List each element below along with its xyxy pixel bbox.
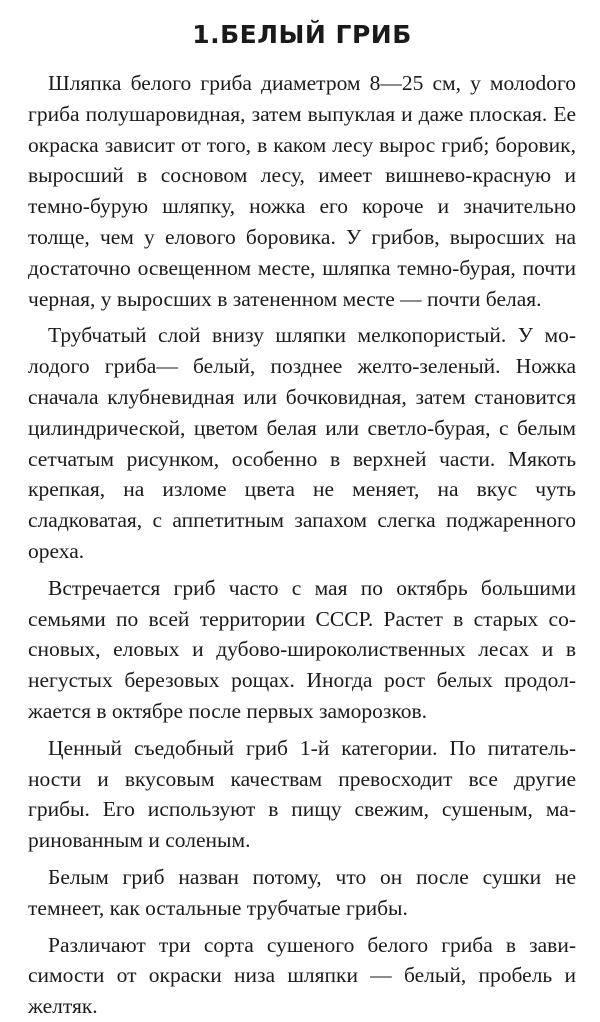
page-title: 1.БЕЛЫЙ ГРИБ — [192, 20, 412, 49]
paragraph-cap-description: Шляпка белого гриба диаметром 8—25 см, у молоdого гриба полушаровидная, затем выпуклая и даже плоская. Ее окраска зависит от того, в каком лесу вырос гриб; боровик, выросший в сосновом лесу, имеет вишнево-красную и темно-бурую шляпку, ножка его короче и значительно толще, чем у елового боровика. У грибов, выросших на достаточно освещенном месте, шляпка темно-бурая, почти черная, у выросших в затененном месте — почти белая. — [28, 71, 576, 311]
paragraph-name-origin: Белым гриб назван потому, что он после сушки не темнеет, как остальные трубчатые грибы. — [28, 864, 576, 920]
paragraph-dried-grades: Различают три сорта сушеного белого гриба в зависимости от окраски низа шляпки — белый, пробель и желтяк. — [28, 932, 576, 1019]
paragraph-edibility: Ценный съедобный гриб 1-й категории. По питательности и вкусовым качествам превосходит все другие грибы. Его используют в пищу свежим, сушеным, маринованным и соленым. — [28, 735, 576, 853]
paragraph-habitat: Встречается гриб часто с мая по октябрь большими семьями по всей территории СССР. Растет в старых сосновых, еловых и дубово-широколиственных лесах и в негустых березовых рощах. Иногда рост белых продолжается в октябре после первых заморозков. — [28, 575, 576, 723]
paragraph-tubular-layer: Трубчатый слой внизу шляпки мелкопористый. У молодого гриба— белый, позднее желто-зеленый. Ножка сначала клубневидная или бочковидная, затем становится цилиндрической, цветом белая или светло-бурая, с белым сетчатым рисунком, особенно в верхней части. Мякоть крепкая, на изломе цвета не меняет, на вкус чуть сладковатая, с аппетитным запахом слегка поджаренного ореха. — [28, 323, 576, 563]
